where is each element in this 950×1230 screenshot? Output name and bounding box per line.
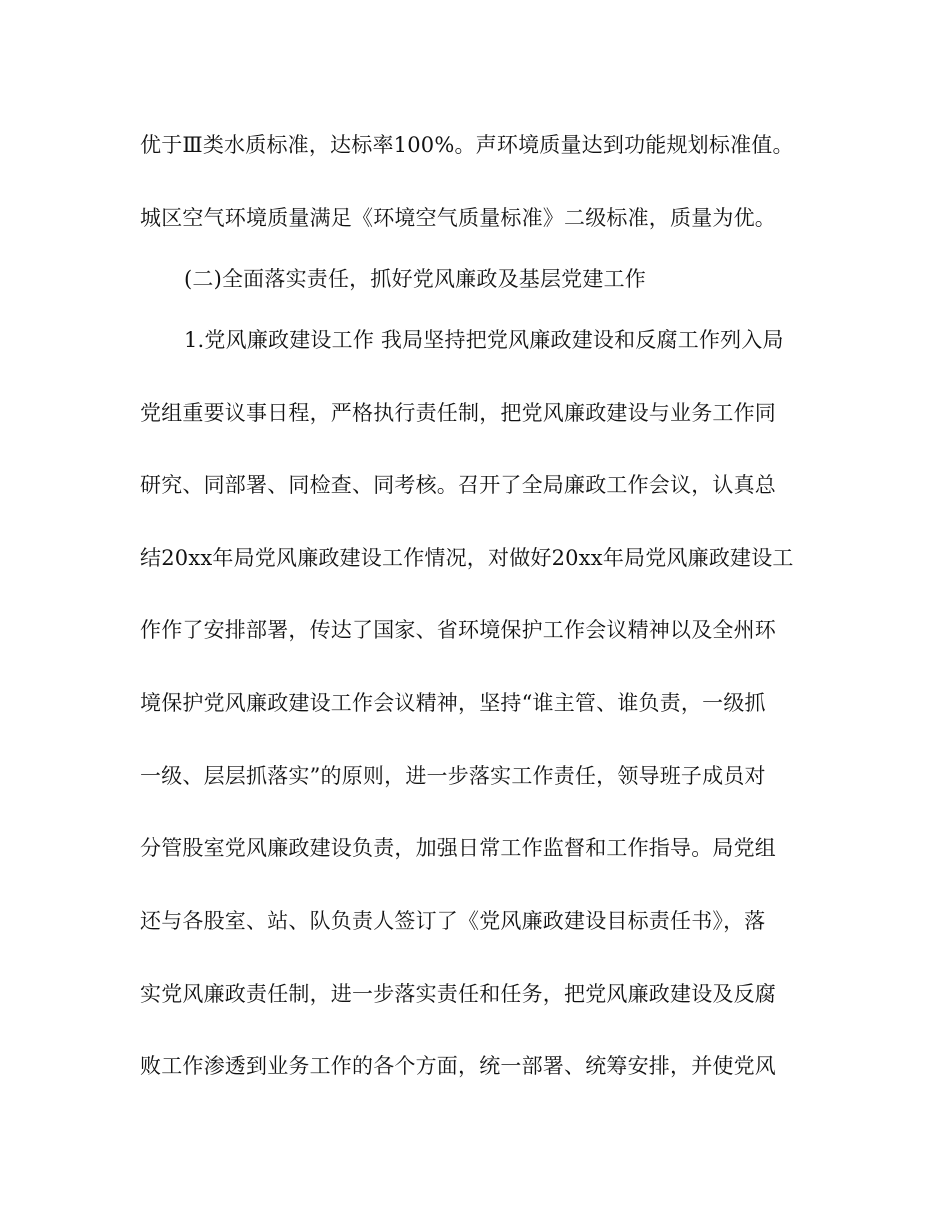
body-text-line: 结20xx年局党风廉政建设工作情况，对做好20xx年局党风廉政建设工	[140, 546, 794, 570]
body-text-line: 党组重要议事日程，严格执行责任制，把党风廉政建设与业务工作同	[140, 401, 776, 425]
body-text-line: 还与各股室、站、队负责人签订了《党风廉政建设目标责任书》，落	[140, 909, 766, 933]
body-text-line: 境保护党风廉政建设工作会议精神，坚持“谁主管、谁负责，一级抓	[140, 691, 766, 715]
body-text-line: 城区空气环境质量满足《环境空气质量标准》二级标准，质量为优。	[140, 206, 776, 230]
body-text-line: 作作了安排部署，传达了国家、省环境保护工作会议精神以及全州环	[140, 618, 776, 642]
body-text-line: 研究、同部署、同检查、同考核。召开了全局廉政工作会议，认真总	[140, 473, 776, 497]
section-heading: (二)全面落实责任，抓好党风廉政及基层党建工作	[184, 267, 646, 291]
body-text-line: 败工作渗透到业务工作的各个方面，统一部署、统筹安排，并使党风	[140, 1054, 776, 1078]
body-text-line: 优于Ⅲ类水质标准，达标率100%。声环境质量达到功能规划标准值。	[140, 133, 794, 157]
body-text-line: 分管股室党风廉政建设负责，加强日常工作监督和工作指导。局党组	[140, 836, 776, 860]
body-text-line: 一级、层层抓落实”的原则，进一步落实工作责任，领导班子成员对	[140, 764, 766, 788]
paragraph-first-line: 1.党风廉政建设工作 我局坚持把党风廉政建设和反腐工作列入局	[184, 328, 784, 352]
body-text-line: 实党风廉政责任制，进一步落实责任和任务，把党风廉政建设及反腐	[140, 982, 776, 1006]
